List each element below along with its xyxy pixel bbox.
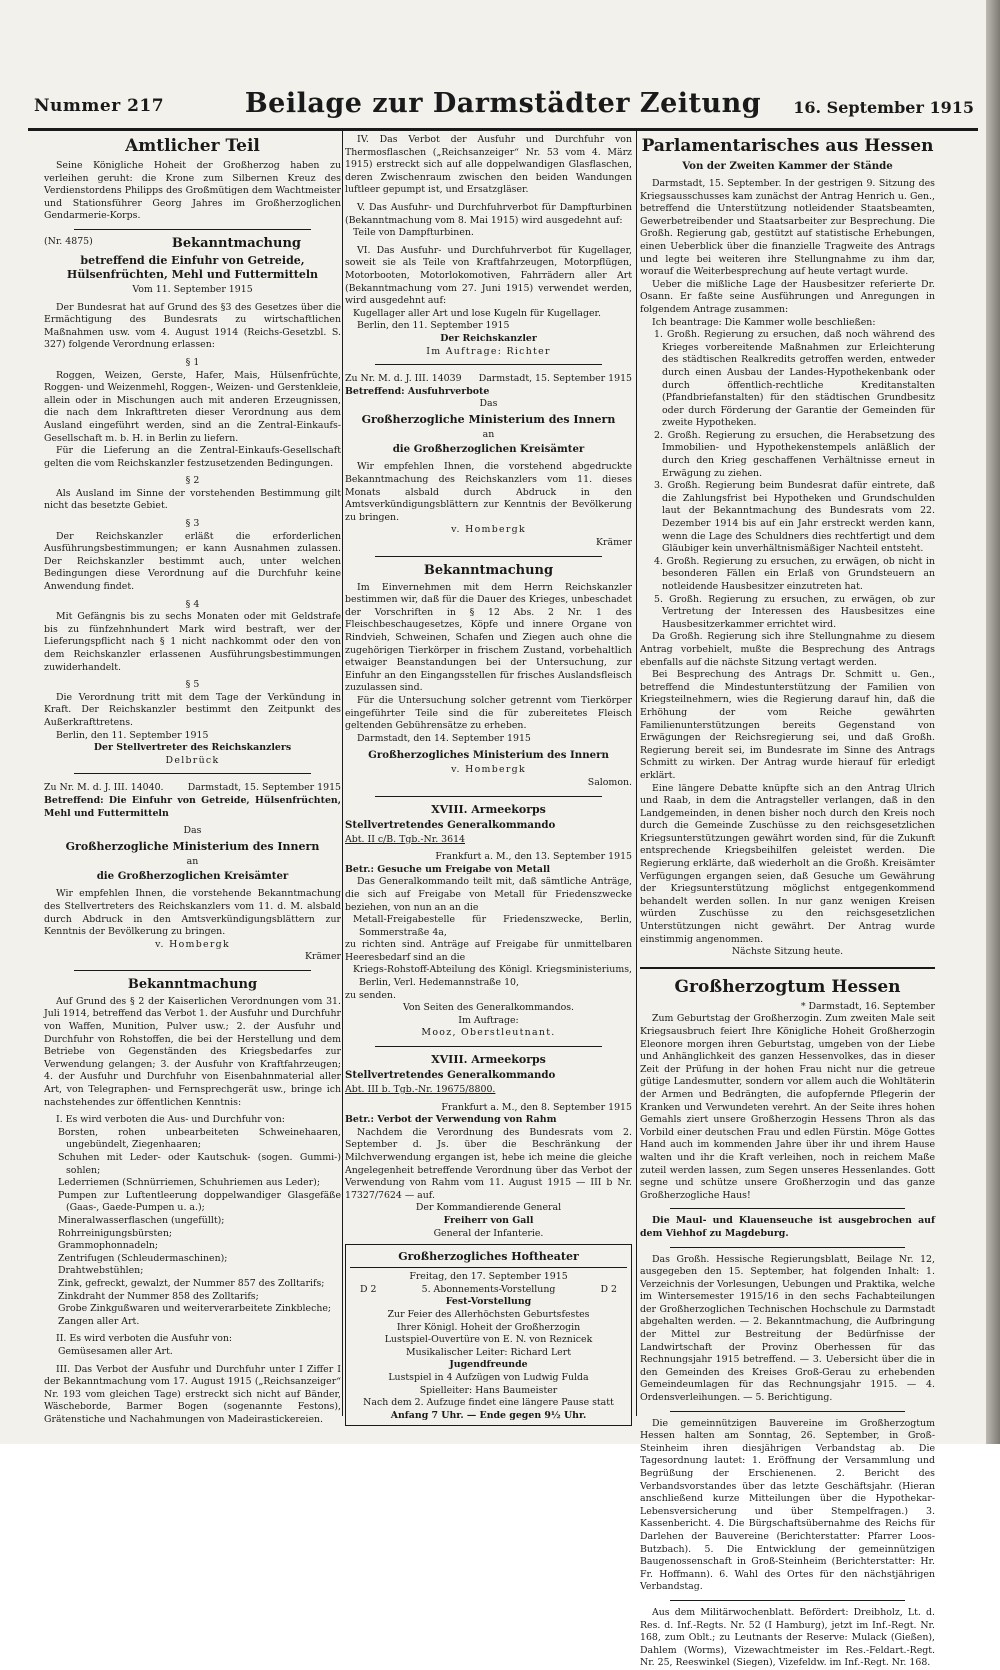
paragraph-number: § 1 <box>185 356 200 368</box>
place-date: Berlin, den 11. September 1915 <box>357 320 510 332</box>
notice-title: Bekanntmachung <box>127 976 258 992</box>
article-paragraph: Bei Besprechung des Antrags Dr. Schmitt u. Gen., betreffend die Mindestunterstützung der Familien von Kriegsteilnehmern, wies die Regierung darauf hin, daß die Erhöhung der vom Reiche gewährten Familienunterstützungen bereits Gegenstand von Erwägungen der Reichsregierung sei, und daß Großh. Regierung bereit sei, im Bundesrate im Sinne des Antrags Schmitt zu wirken. Der Antrag wurde hierauf für erledigt erklärt. <box>640 669 935 781</box>
notice-header <box>44 236 341 252</box>
notice-subtitle: betreffend die Einfuhr von Getreide, Hülsenfrüchten, Mehl und Futtermitteln <box>66 253 319 281</box>
intermission-note: Nach dem 2. Aufzuge findet eine längere Pause statt <box>363 1397 614 1409</box>
occasion: Ihrer Königl. Hoheit der Großherzogin <box>396 1321 581 1333</box>
list-item: Grobe Zinkgußwaren und weiterverarbeitete Zinkbleche; <box>58 1303 332 1315</box>
signer: Freiherr von Gall <box>443 1214 534 1226</box>
list-item: Pumpen zur Luftentleerung doppelwandiger Glasgefäße (Gaas-, Gaede-Pumpen u. a.); <box>58 1189 341 1214</box>
divider <box>74 229 311 230</box>
list-item: Rohrreinigungsbürsten; <box>58 1227 173 1239</box>
notice-ref: Zu Nr. M. d. J. III. 14039 <box>345 373 462 385</box>
signer: Mooz, Oberstleutnant. <box>421 1027 556 1039</box>
list-item: Grammophonnadeln; <box>58 1240 159 1252</box>
recipients: die Großherzoglichen Kreisämter <box>392 443 585 456</box>
news-item: Die gemeinnützigen Bauvereine im Großherzogtum Hessen halten am Sonntag, 26. September, in Groß-Steinheim ihren diesjährigen Verbandstag ab. Die Tagesordnung lautet: 1. Eröffnung der Versammlung und Begrüßung der Erschienenen. 2. Bericht des Verbandsvorstandes über das letzte Geschäftsjahr. (Hieran anschließend kurze Mitteilungen über die Hypothekar-Lebensversicherung und über Stempelfragen.) 3. Kassenbericht. 4. Die Bürgschaftsübernahme des Reichs für Darlehen der Bauvereine (Berichterstatter: Pfarrer Loos-Butzbach). 5. Die Entwicklung der gemeinnützigen Baugenossenschaft in Groß-Steinheim (Berichterstatter: Hr. Fr. Hoffmann). 6. Wahl des Ortes für den nächstjährigen Verbandstag. <box>640 1417 935 1593</box>
notice-subject: Betr.: Gesuche um Freigabe von Metall <box>345 863 551 875</box>
section-title: Großherzogtum Hessen <box>674 976 901 997</box>
place-date: Frankfurt a. M., den 8. September 1915 <box>441 1101 632 1113</box>
subscription-line <box>350 1284 627 1297</box>
column-divider <box>636 131 637 1416</box>
notice-date: Vom 11. September 1915 <box>132 283 253 295</box>
article-paragraph: Eine längere Debatte knüpfte sich an den Antrag Ulrich und Raab, in dem die Antragsteller verlangen, daß in den Landgemeinden, in denen bisher noch durch den Kreis noch durch die Gemeinde Zuschüsse zu den reichsgesetzlichen Kriegsunterstützungen gewährt worden sind, für die Zukunft entsprechende Kriegsbeihilfen geleistet werden. Die Regierung erklärte, daß wiederholt an die Großh. Kreisämter Verfügungen ergangen seien, daß Gesuche um Gewährung der Kriegsunterstützung möglichst entgegenkommend behandelt werden sollen. In nur ganz wenigen Kreisen würden Zuschüsse zu den reichsgesetzlichen Unterstützungen nicht gewährt. Der Antrag wurde einstimmig angenommen. <box>640 782 935 945</box>
corps-name: XVIII. Armeekorps <box>431 802 546 816</box>
notice-reference <box>345 373 632 386</box>
signer-title: Der Stellvertreter des Reichskanzlers <box>93 742 292 754</box>
place-date: Berlin, den 11. September 1915 <box>56 729 209 741</box>
place-date: Darmstadt, den 14. September 1915 <box>357 732 531 744</box>
notice-subject: Betreffend: Die Einfuhr von Getreide, Hülsenfrüchten, Mehl und Futtermitteln <box>44 794 341 819</box>
section-title: Amtlicher Teil <box>125 136 260 156</box>
notice-body: zu senden. <box>345 989 396 1001</box>
series-code: D 2 <box>600 1283 617 1295</box>
divider <box>375 364 602 365</box>
place-date: Darmstadt, 15. September 1915 <box>478 373 632 385</box>
divider <box>375 556 602 557</box>
list-item: Mineralwasserflaschen (ungefüllt); <box>58 1214 225 1226</box>
performance-times: Anfang 7 Uhr. — Ende gegen 9½ Uhr. <box>390 1409 587 1421</box>
notice-title: Bekanntmachung <box>171 235 301 251</box>
on-behalf: Im Auftrage: Richter <box>426 345 551 357</box>
news-item: Aus dem Militärwochenblatt. Befördert: Dreibholz, Lt. d. Res. d. Inf.-Regts. Nr. 52 (I Hamburg), jetzt im Inf.-Regt. Nr. 168, zum Oblt.; zu Leutnants der Reserve: Mulack (Gießen), Dahlem (Worms), Vizewachtmeister im Res.-Feldart.-Regt. Nr. 25, Reeswinkel (Siegen), Vizefeldw. im Inf.-Regt. Nr. 168. <box>640 1606 935 1669</box>
paragraph-text: Mit Gefängnis bis zu sechs Monaten oder mit Geldstrafe bis zu fünfzehnhundert Mark wird bestraft, wer der Lieferungspflicht nach § 1 nicht nachkommt oder den von dem Reichskanzler erlassenen Ausführungsbestimmungen zuwiderhandelt. <box>44 611 341 673</box>
dateline: * Darmstadt, 16. September <box>800 1000 935 1012</box>
article: Das <box>479 398 498 410</box>
list-item: Gemüsesamen aller Art. <box>58 1345 173 1357</box>
column-middle <box>345 134 632 1421</box>
series-label: 5. Abonnements-Vorstellung <box>421 1283 556 1295</box>
conductor: Musikalischer Leiter: Richard Lert <box>406 1346 571 1358</box>
divider <box>670 1600 905 1601</box>
section-subtitle: Von der Zweiten Kammer der Stände <box>682 160 893 172</box>
address: Metall-Freigabestelle für Friedenszwecke, Berlin, Sommerstraße 4a, <box>353 914 632 938</box>
motion-item: 3. Großh. Regierung beim Bundesrat dafür eintrete, daß die Zahlungsfrist bei Hypotheken und Grundschulden laut der Bekanntmachung des Bundesrats vom 22. Dezember 1914 bis auf ein Jahr erstreckt werden kann, wenn die Lage des Schuldners dies rechtfertigt und dem Gläubiger kein unverhältnismäßiger Nachteil entsteht. <box>654 480 935 555</box>
authority: Großherzogliches Ministerium des Innern <box>368 749 609 762</box>
place-date: Darmstadt, 15. September 1915 <box>187 782 341 794</box>
command-name: Stellvertretendes Generalkommando <box>345 818 556 831</box>
play-description: Lustspiel in 4 Aufzügen von Ludwig Fulda <box>388 1371 589 1383</box>
newspaper-title: Beilage zur Darmstädter Zeitung <box>244 88 762 119</box>
news-item: Die Maul- und Klauenseuche ist ausgebrochen auf dem Viehhof zu Magdeburg. <box>640 1215 935 1239</box>
preposition: an <box>482 428 495 440</box>
notice-body: Auf Grund des § 2 der Kaiserlichen Verordnungen vom 31. Juli 1914, betreffend das Verbot 1. der Ausfuhr und Durchfuhr von Waffen, Munition, Pulver usw.; 2. der Ausfuhr und Durchfuhr von Rohstoffen, die bei der Herstellung und dem Betriebe von Gegenständen des Kriegsbedarfes zur Verwendung gelangen; 3. der Ausfuhr von Kraftfahrzeugen; 4. der Ausfuhr und Durchfuhr von Eisenbahnmaterial aller Art, von Telegraphen- und Fernsprechgerät usw., bringe ich nachstehendes zur öffentlichen Kenntnis: <box>44 995 341 1108</box>
notice-ref: Abt. III b. Tgb.-Nr. 19675/8800. <box>345 1084 496 1096</box>
signer: v. Hombergk <box>155 938 230 950</box>
signer-title: Der Reichskanzler <box>440 332 537 344</box>
notice-ref: Abt. II c/B. Tgb.-Nr. 3614 <box>345 833 466 845</box>
article-paragraph: Ueber die mißliche Lage der Hausbesitzer referierte Dr. Osann. Er faßte seine Ausführungen und Anregungen in folgendem Antrage zusammen: <box>640 278 935 315</box>
occasion: Zur Feier des Allerhöchsten Geburtsfestes <box>387 1308 590 1320</box>
notice-clause: III. Das Verbot der Ausfuhr und Durchfuhr unter I Ziffer I der Bekanntmachung vom 17. August 1915 („Reichsanzeiger“ Nr. 193 vom gleichen Tage) erstreckt sich nicht auf Bänder, Wäscheborde, Barmer Bogen (sogenannte Festons), Grätenstiche und Nachahmungen von Madeirastickereien. <box>44 1363 341 1425</box>
notice-clause: V. Das Ausfuhr- und Durchfuhrverbot für Dampfturbinen (Bekanntmachung vom 8. Mai 1915) wird ausgedehnt auf: <box>345 201 632 226</box>
article-paragraph: Nächste Sitzung heute. <box>731 946 844 958</box>
place-date: Frankfurt a. M., den 13. September 1915 <box>435 851 632 863</box>
series-code: D 2 <box>360 1283 377 1295</box>
address: Kriegs-Rohstoff-Abteilung des Königl. Kriegsministeriums, Berlin, Verl. Hedemannstraße 10, <box>353 964 632 989</box>
cosigner: Salomon. <box>587 776 632 788</box>
signer-title: Der Kommandierende General <box>415 1202 562 1214</box>
paragraph-text: Für die Lieferung an die Zentral-Einkaufs-Gesellschaft gelten die vom Reichskanzler festzusetzenden Bedingungen. <box>44 445 341 469</box>
masthead-rule <box>28 128 978 131</box>
recipients: die Großherzoglichen Kreisämter <box>96 870 289 883</box>
list-item: Drahtwebstühlen; <box>58 1265 144 1277</box>
paragraph-number: § 2 <box>185 475 200 487</box>
divider <box>670 1208 905 1209</box>
signer-rank: General der Infanterie. <box>433 1227 544 1239</box>
list-item: Teile von Dampfturbinen. <box>353 227 474 239</box>
motion-item: 2. Großh. Regierung zu ersuchen, die Herabsetzung des Immobilien- und Hypothekenstempels anläßlich der durch den Krieg geschaffenen Verhältnisse erneut in Erwägung zu ziehen. <box>654 429 935 479</box>
from-line: Von Seiten des Generalkommandos. <box>402 1002 575 1014</box>
masthead <box>28 86 978 126</box>
list-heading: II. Es wird verboten die Ausfuhr von: <box>56 1333 233 1345</box>
divider <box>375 1046 602 1047</box>
paragraph-number: § 3 <box>185 518 200 530</box>
news-item: Zum Geburtstag der Großherzogin. Zum zweiten Male seit Kriegsausbruch feiert Ihre Königliche Hoheit Großherzogin Eleonore morgen ihren Geburtstag, umgeben von der Liebe und Anhänglichkeit des ganzen Hessenvolkes, das in dieser Zeit der Prüfung in der hohen Frau nicht nur die getreue gütige Landesmutter, sondern vor allem auch die Wohltäterin der Armen und Bedrängten, die aufopfernde Pflegerin der Kranken und Verwundeten verehrt. An der Seite ihres hohen Gemahls ziert unsere Großherzogin Hessens Thron als das Vorbild einer deutschen Frau und edlen Fürstin. Möge Gottes Hand auch im kommenden Jahre über ihr und ihrem Hause walten und ihr die Kraft verleihen, noch in reichem Maße zuteil werden lassen, zum Segen unseres Hessenlandes. Gott segne und schütze unsere Großherzogin und das ganze Großherzogliche Haus! <box>640 1013 935 1201</box>
theater-announcement <box>345 1244 632 1426</box>
section-title: Parlamentarisches aus Hessen <box>641 136 934 156</box>
list-item: Zangen aller Art. <box>58 1315 140 1327</box>
issue-number: Nummer 217 <box>34 96 165 116</box>
paragraph-text: Die Verordnung tritt mit dem Tage der Verkündung in Kraft. Der Reichskanzler bestimmt den Zeitpunkt des Außerkrafttretens. <box>44 691 341 728</box>
paragraph-number: § 5 <box>185 679 200 691</box>
performance-date: Freitag, den 17. September 1915 <box>409 1271 568 1283</box>
notice-body: Wir empfehlen Ihnen, die vorstehend abgedruckte Bekanntmachung des Reichskanzlers vom 11. dieses Monats alsbald durch Abdruck in den Amtsverkündigungsblättern zur Kenntnis der Bevölkerung zu bringen. <box>345 461 632 523</box>
divider <box>670 1411 905 1412</box>
article-paragraph: Da Großh. Regierung sich ihre Stellungnahme zu diesem Antrag vorbehielt, mußte die Besprechung des Antrags ebenfalls auf die nächste Sitzung vertagt werden. <box>640 631 935 668</box>
intro-paragraph: Seine Königliche Hoheit der Großherzog haben zu verleihen geruht: die Krone zum Silbernen Kreuz des Verdienstordens Philipps des Großmütigen dem Wachtmeister und Stationsführer Georg Jahres im Großherzoglichen Gendarmerie-Korps. <box>44 160 341 222</box>
command-name: Stellvertretendes Generalkommando <box>345 1069 556 1082</box>
authority: Großherzogliche Ministerium des Innern <box>361 412 616 426</box>
preposition: an <box>186 855 199 867</box>
on-behalf: Im Auftrage: <box>458 1014 519 1026</box>
issue-date: 16. September 1915 <box>793 98 974 117</box>
list-item: Kugellager aller Art und lose Kugeln für Kugellager. <box>353 307 601 319</box>
notice-clause: VI. Das Ausfuhr- und Durchfuhrverbot für Kugellager, soweit sie als Teile von Kraftfahrzeugen, Motorpflügen, Motorbooten, Motorlokomotiven, Fahrrädern aller Art (Bekanntmachung vom 27. Juni 1915) verwendet werden, wird ausgedehnt auf: <box>345 244 632 307</box>
list-item: Zink, gefreckt, gewalzt, der Nummer 857 des Zolltarifs; <box>58 1277 325 1289</box>
authority: Großherzogliche Ministerium des Innern <box>65 839 320 853</box>
paragraph-text: Roggen, Weizen, Gerste, Hafer, Mais, Hülsenfrüchte, Roggen- und Weizenmehl, Roggen-, Weizen- und Gerstenkleie, allein oder in Mischungen auch mit anderen Erzeugnissen, die nach dem Inkrafttreten dieser Verordnung aus dem Ausland eingeführt werden, sind an die Zentral-Einkaufs-Gesellschaft m. b. H. in Berlin zu liefern. <box>44 369 341 444</box>
event-name: Fest-Vorstellung <box>445 1296 532 1308</box>
list-item: Zentrifugen (Schleudermaschinen); <box>58 1252 228 1264</box>
article-paragraph: Ich beantrage: Die Kammer wolle beschließen: <box>652 316 876 328</box>
motion-item: 5. Großh. Regierung zu ersuchen, zu erwägen, ob zur Vertretung der Interessen des Hausbesitzes eine Hausbesitzerkammer errichtet wird. <box>654 593 935 630</box>
notice-subject: Betreffend: Ausfuhrverbote <box>345 385 490 397</box>
director: Spielleiter: Hans Baumeister <box>419 1384 558 1396</box>
signer: v. Hombergk <box>451 524 526 536</box>
notice-body: Wir empfehlen Ihnen, die vorstehende Bekanntmachung des Stellvertreters des Reichskanzlers vom 11. d. M. alsbald durch Abdruck in den Amtsverkündigungsblättern zur Kenntnis der Bevölkerung zu bringen. <box>44 888 341 938</box>
notice-preamble: Der Bundesrat hat auf Grund des §3 des Gesetzes über die Ermächtigung des Bundesrats zu wirtschaftlichen Maßnahmen usw. vom 4. August 1914 (Reichs-Gesetzbl. S. 327) folgende Verordnung erlassen: <box>44 301 341 351</box>
cosigner: Krämer <box>596 537 632 549</box>
notice-body: Im Einvernehmen mit dem Herrn Reichskanzler bestimmen wir, daß für die Dauer des Krieges, unbeschadet der Vorschriften in § 12 Abs. 2 Nr. 1 des Fleischbeschaugesetzes, Köpfe und innere Organe von Rindvieh, Schweinen, Schafen und Ziegen auch ohne die zugehörigen Tierkörper in frischem Zustand, vorbehaltlich etwaiger Beanstandungen bei der Untersuchung, zur Einfuhr an den Eingangsstellen für frisches Auslandsfleisch zuzulassen sind. <box>345 581 632 694</box>
list-heading: I. Es wird verboten die Aus- und Durchfuhr von: <box>56 1114 285 1126</box>
article-paragraph: Darmstadt, 15. September. In der gestrigen 9. Sitzung des Kriegsausschusses kam zunächst der Antrag Henrich u. Gen., betreffend die Unterstützung notleidender Staatsbeamten, Gewerbetreibender und Staatsarbeiter zur Besprechung. Die Großh. Regierung gab, gestützt auf statistische Erhebungen, einen Ueberblick über die finanzielle Tragweite des Antrags und legte bei weiteren ihre Stellungnahme zu ihm dar, worauf die Weiterbesprechung auf heute vertagt wurde. <box>640 178 935 278</box>
list-item: Borsten, rohen unbearbeiteten Schweinehaaren, ungebündelt, Ziegenhaaren; <box>58 1126 341 1151</box>
list-item: Lederriemen (Schnürriemen, Schuhriemen aus Leder); <box>58 1177 320 1189</box>
notice-body: Für die Untersuchung solcher getrennt vom Tierkörper eingeführter Teile sind die für zubereitetes Fleisch geltenden Gebührensätze zu erheben. <box>345 694 632 732</box>
theater-title: Großherzogliches Hoftheater <box>350 1250 627 1268</box>
notice-ref: Zu Nr. M. d. J. III. 14040. <box>44 782 164 794</box>
paragraph-text: Der Reichskanzler erläßt die erforderlichen Ausführungsbestimmungen; er kann Ausnahmen zulassen. Der Reichskanzler bestimmt auch, unter welchen Bedingungen diese Verordnung auf die Durchfuhr keine Anwendung findet. <box>44 530 341 593</box>
play-title: Jugendfreunde <box>449 1359 528 1371</box>
notice-clause: IV. Das Verbot der Ausfuhr und Durchfuhr von Thermosflaschen („Reichsanzeiger“ Nr. 53 vom 4. März 1915) erstreckt sich auf alle doppelwandigen Glasflaschen, deren Zwischenraum zwischen den beiden Wandungen luftleer gepumpt ist, und Ersatzgläser. <box>345 134 632 196</box>
article: Das <box>183 825 202 837</box>
divider <box>375 796 602 797</box>
paragraph-number: § 4 <box>185 598 200 610</box>
motion-item: 4. Großh. Regierung zu ersuchen, zu erwägen, ob nicht in besonderen Fällen ein Erlaß von Grundsteuern an notleidende Hausbesitzer einzutreten hat. <box>654 555 935 592</box>
section-divider <box>640 967 935 969</box>
list-item: Zinkdraht der Nummer 858 des Zolltarifs; <box>58 1290 259 1302</box>
column-left <box>44 134 341 1425</box>
column-right <box>640 134 935 1669</box>
notice-ref: (Nr. 4875) <box>44 235 93 247</box>
cosigner: Krämer <box>305 951 341 963</box>
divider <box>74 970 311 971</box>
news-item: Das Großh. Hessische Regierungsblatt, Beilage Nr. 12, ausgegeben den 15. September, hat folgenden Inhalt: 1. Verzeichnis der Vorlesungen, Uebungen und Praktika, welche im Wintersemester 1915/16 in den sechs Fachabteilungen der Großherzoglichen Technischen Hochschule zu Darmstadt abgehalten werden. — 2. Bekanntmachung, die Aufbringung der Mittel zur Bestreitung der Bedürfnisse der Landwirtschaft der Provinz Oberhessen für das Rechnungsjahr 1915 betreffend. — 3. Uebersicht über die in den Gemeinden des Kreises Groß-Gerau zu erhebenden Gemeindeumlagen für das Rechnungsjahr 1915. — 4. Ordensverleihungen. — 5. Berichtigung. <box>640 1253 935 1404</box>
notice-body: zu richten sind. Anträge auf Freigabe für unmittelbaren Heeresbedarf sind an die <box>345 939 632 963</box>
overture: Lustspiel-Ouvertüre von E. N. von Reznicek <box>384 1334 593 1346</box>
notice-reference <box>44 782 341 795</box>
list-item: Schuhen mit Leder- oder Kautschuk- (sogen. Gummi-) sohlen; <box>58 1152 341 1176</box>
signer: v. Hombergk <box>451 764 526 776</box>
corps-name: XVIII. Armeekorps <box>431 1053 546 1067</box>
column-divider <box>342 131 343 1416</box>
divider <box>670 1247 905 1248</box>
notice-body: Nachdem die Verordnung des Bundesrats vom 2. September d. Js. über die Beschränkung der Milchverwendung ergangen ist, hebe ich meine die gleiche Angelegenheit betreffende Verordnung über das Verbot der Verwendung von Rahm vom 11. August 1915 — III b Nr. 17327/7624 — auf. <box>345 1126 632 1201</box>
notice-body: Das Generalkommando teilt mit, daß sämtliche Anträge, die sich auf Freigabe von Metall für Friedenszwecke beziehen, von nun an an die <box>345 876 632 913</box>
notice-subject: Betr.: Verbot der Verwendung von Rahm <box>345 1114 557 1126</box>
signer: Delbrück <box>165 754 220 766</box>
divider <box>74 773 311 774</box>
motion-item: 1. Großh. Regierung zu ersuchen, daß noch während des Krieges vorbereitende Maßnahmen zur Erleichterung des städtischen Realkredits getroffen werden, entweder durch einen Ausbau der Landes-Hypothekenbank oder durch öffentlich-rechtliche Kreditanstalten (Pfandbriefanstalten) für den städtischen Grundbesitz oder durch Förderung der Garantie der Gemeinden für zweite Hypotheken. <box>654 329 935 429</box>
notice-title: Bekanntmachung <box>423 562 554 578</box>
paragraph-text: Als Ausland im Sinne der vorstehenden Bestimmung gilt nicht das besetzte Gebiet. <box>44 487 341 512</box>
